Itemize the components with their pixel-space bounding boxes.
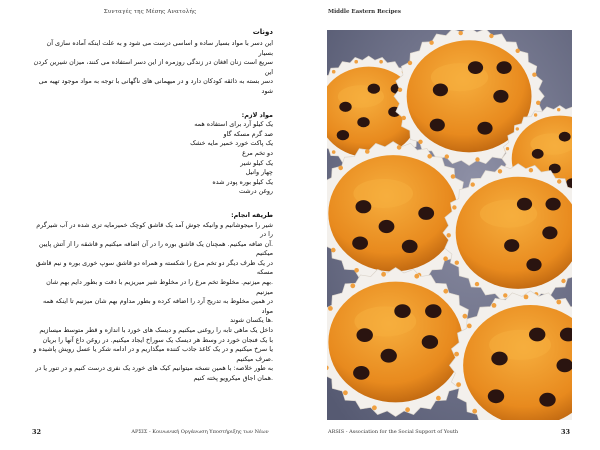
recipe-intro	[32, 39, 273, 97]
paper-pattern-dot	[503, 293, 507, 297]
right-page	[300, 0, 600, 450]
paper-pattern-dot	[467, 324, 472, 329]
page-number-left: 32	[32, 428, 42, 436]
paper-pattern-dot	[557, 108, 560, 111]
paper-pattern-dot	[498, 169, 502, 173]
raisin	[339, 102, 351, 112]
raisin	[356, 200, 372, 213]
raisin	[517, 198, 532, 211]
paper-pattern-dot	[456, 382, 461, 387]
paper-pattern-dot	[429, 41, 433, 45]
paper-pattern-dot	[372, 405, 377, 410]
muffin-top	[328, 282, 462, 403]
paper-pattern-dot	[354, 60, 358, 64]
method-line: داخل یک ماهی تابه را روغنی میکنیم و دیسک های خورد با اندازه و قطر متوسط میسازیم	[39, 326, 273, 335]
raisin	[559, 132, 571, 142]
paper-pattern-dot	[350, 283, 355, 288]
paper-pattern-dot	[338, 166, 343, 171]
paper-pattern-dot	[447, 233, 451, 237]
raisin	[497, 61, 512, 74]
paper-pattern-dot	[354, 268, 359, 273]
paper-pattern-dot	[561, 279, 565, 283]
paper-pattern-dot	[379, 60, 383, 64]
ingredient-item: یک کیلو آرد برای استفاده همه	[194, 120, 273, 129]
paper-pattern-dot	[445, 154, 449, 158]
method-line: .همان اجاق میکرویو پخته کنیم	[193, 374, 273, 382]
ingredient-item: یک کیلو شیر	[240, 158, 273, 167]
method-heading: طریقه انجام:	[231, 210, 273, 219]
paper-pattern-dot	[328, 306, 333, 311]
raisin	[493, 90, 508, 103]
method-line: در همین مخلوط به تدریج آرد را اضافه کرده و بطور مداوم بهم شان میزنیم تا اینکه همه مواد	[42, 297, 273, 315]
footer-left: ΑΡΣΙΣ - Κοινωνική Οργάνωση Υποστήριξης των Νέων	[131, 429, 269, 435]
ingredient-item: صد گرم مسکه گاو	[223, 129, 273, 138]
method-line: یا سرخ میکنیم و در یک کاغذ جاذب کننده میگذاریم و در ادامه شکر یا عسل رویش پاشیده و	[33, 345, 273, 354]
raisin	[546, 198, 561, 211]
method-line: شیر را میجوشانیم و وانیکه جوش آمد یک قاشق کوچک خمیرمایه تری شده در آب شیرگرم را در	[36, 220, 273, 239]
paper-pattern-dot	[332, 150, 336, 154]
paper-pattern-dot	[343, 390, 348, 395]
raisin	[477, 122, 492, 135]
raisin	[488, 389, 504, 403]
raisin	[379, 220, 395, 233]
recipe-title: دونات	[252, 28, 273, 36]
ingredient-item: یک پاکت خورد خمیر مایه خشک	[190, 139, 273, 148]
intro-line: دسر بسته به ذائقه کودکان دارد و در میهمانی های ناگهانی با توجه به مواد موجود تهیه می شود	[38, 77, 273, 95]
raisin	[430, 119, 445, 132]
intro-line: سریع است زنان افغان در زندگی روزمره از این دسر استفاده می کنند، میزان شیرین کردن این	[33, 58, 273, 76]
paper-pattern-dot	[436, 396, 441, 401]
paper-pattern-dot	[454, 352, 459, 357]
method-line: .آن ضافه میکنیم. همچنان یک قاشق بوره را در آن اضافه میکنیم و قاشقه را از آتش پایین میکنیم	[38, 239, 273, 258]
raisin	[526, 258, 541, 271]
muffins-illustration	[327, 30, 572, 420]
paper-pattern-dot	[455, 261, 459, 265]
method-line: به طور خلاصه: با همین نسخه میتوانیم کیک های خورد یک نفری درست کنیم و در تنور یا در	[35, 364, 273, 373]
muffins-photo	[327, 30, 572, 420]
method-line: با یک فنجان خورد در وسط هر دیسک یک سوراخ ایجاد میکنیم. در روغن داغ آنها را بریان	[42, 335, 273, 344]
method-line: .ها یکسان شوند	[230, 316, 273, 325]
raisin	[394, 304, 410, 318]
running-head-left: Συνταγές της Μέσης Ανατολής	[103, 9, 197, 15]
paper-pattern-dot	[365, 149, 370, 154]
paper-pattern-dot	[471, 182, 475, 186]
paper-pattern-dot	[532, 73, 536, 77]
paper-pattern-dot	[451, 174, 456, 179]
paper-pattern-dot	[524, 295, 529, 300]
method-line: .صرف میکنیم	[236, 354, 273, 363]
recipe-text	[32, 27, 273, 384]
raisin	[357, 328, 373, 342]
paper-pattern-dot	[418, 140, 422, 144]
muffin-top	[328, 155, 458, 271]
raisin	[425, 304, 441, 318]
raisin	[353, 366, 369, 380]
paper-pattern-dot	[529, 168, 533, 172]
paper-pattern-dot	[405, 407, 410, 412]
paper-pattern-dot	[331, 248, 336, 253]
raisin	[532, 149, 544, 159]
raisin	[491, 352, 507, 366]
paper-pattern-dot	[332, 70, 336, 74]
paper-pattern-dot	[443, 289, 448, 294]
paper-pattern-dot	[463, 314, 468, 319]
running-head-right: Middle Eastern Recipes	[328, 9, 402, 15]
raisin	[418, 207, 434, 220]
paper-pattern-dot	[397, 145, 402, 150]
method-line: در یک ظرف دیگر دو تخم مرغ را شکسته و همراه دو قاشق سوپ خوری بوره و نیم قاشق مسکه	[35, 258, 273, 277]
method-steps	[32, 221, 273, 384]
raisin	[357, 117, 369, 127]
ingredient-item: چهار وانیل	[245, 168, 273, 177]
ingredients-heading: مواد لازم:	[241, 110, 273, 119]
raisin	[422, 335, 438, 349]
paper-pattern-dot	[534, 113, 537, 116]
paper-pattern-dot	[475, 282, 479, 286]
paper-pattern-dot	[516, 127, 519, 130]
paper-pattern-dot	[459, 31, 463, 35]
raisin	[368, 84, 380, 94]
ingredient-item: دو تخم مرغ	[242, 148, 273, 157]
intro-line: این دسر با مواد بسیار ساده و اساسی درست می شود و به علت اینکه آماده سازی آن بسیار	[46, 39, 273, 57]
paper-pattern-dot	[452, 205, 456, 209]
paper-pattern-dot	[489, 34, 493, 38]
paper-pattern-dot	[557, 179, 561, 183]
paper-pattern-dot	[443, 256, 448, 261]
raisin	[539, 393, 555, 407]
paper-pattern-dot	[402, 116, 406, 120]
raisin	[529, 328, 545, 342]
paper-pattern-dot	[472, 409, 477, 414]
raisin	[542, 226, 557, 239]
ingredients-list	[32, 120, 273, 197]
raisin	[504, 239, 519, 252]
method-line: .بهم میزنیم. مخلوط تخم مرغ را در مخلوط شیر میریزیم با دقت و بطور دایم بهم شان میزنیم	[46, 278, 273, 296]
paper-pattern-dot	[475, 157, 479, 161]
raisin	[433, 84, 448, 97]
paper-pattern-dot	[516, 49, 520, 53]
ingredient-item: یک کیلو بوره پودر شده	[212, 177, 273, 186]
paper-pattern-dot	[414, 274, 419, 279]
paper-pattern-dot	[408, 61, 412, 65]
paper-pattern-dot	[381, 272, 386, 277]
raisin	[381, 349, 397, 363]
paper-pattern-dot	[556, 300, 561, 305]
page-number-right: 33	[560, 428, 570, 436]
paper-pattern-dot	[492, 303, 497, 308]
paper-pattern-dot	[398, 88, 402, 92]
paper-pattern-dot	[427, 154, 432, 159]
raisin	[468, 61, 483, 74]
ingredient-item: روغن درشت	[239, 187, 273, 196]
paper-pattern-dot	[506, 147, 509, 150]
footer-right: ARSIS - Association for the Social Support of Youth	[328, 429, 459, 435]
paper-pattern-dot	[536, 101, 540, 105]
raisin	[337, 130, 349, 140]
raisin	[402, 240, 418, 253]
raisin	[352, 237, 368, 250]
